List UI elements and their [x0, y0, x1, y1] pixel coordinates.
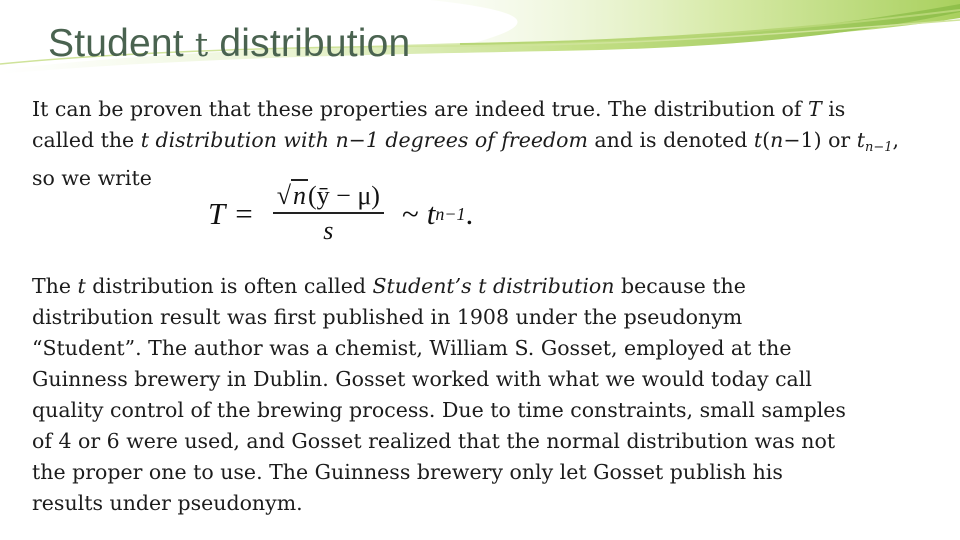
paragraph-history-line-3: “Student”. The author was a chemist, William S. Gosset, employed at the — [32, 336, 792, 360]
paragraph-history-line-6: of 4 or 6 were used, and Gosset realized that the normal distribution was not — [32, 429, 836, 453]
paragraph-history — [32, 271, 937, 519]
paragraph-intro-line-2: called the t distribution with n−1 degrees of freedom and is denoted t(n−1) or $t_{n-1}$, — [32, 128, 900, 155]
formula-fraction — [273, 180, 384, 248]
title-text-part1: Student — [48, 22, 195, 65]
paragraph-intro-line-3: so we write — [32, 166, 152, 190]
slide-title — [48, 22, 410, 66]
paragraph-history-line-5: quality control of the brewing process. Due to time constraints, small samples — [32, 398, 846, 422]
formula-lhs: T — [208, 196, 226, 231]
formula-tilde: ~ — [401, 196, 419, 231]
formula-equals: = — [235, 196, 253, 231]
paragraph-intro-line-1: It can be proven that these properties are indeed true. The distribution of T is — [32, 97, 846, 121]
paragraph-history-line-1: The t distribution is often called Student’s t distribution because the — [32, 274, 746, 298]
t-statistic-formula — [208, 180, 473, 248]
paragraph-history-line-7: the proper one to use. The Guinness brewery only let Gosset publish his — [32, 460, 783, 484]
formula-period: . — [465, 196, 474, 231]
title-text-part2: distribution — [208, 22, 411, 65]
formula-numerator: √n(ȳ − μ) — [276, 181, 380, 210]
paragraph-intro — [32, 94, 937, 194]
sqrt-symbol: √n — [276, 181, 307, 210]
title-t-symbol: t — [194, 25, 209, 64]
paragraph-history-line-8: results under pseudonym. — [32, 491, 303, 515]
formula-rhs-subscript: n−1 — [435, 203, 466, 224]
paragraph-history-line-2: distribution result was first published in 1908 under the pseudonym — [32, 305, 743, 329]
formula-rhs-t: t — [426, 196, 436, 231]
formula-denominator: s — [323, 216, 334, 245]
paragraph-history-line-4: Guinness brewery in Dublin. Gosset worked with what we would today call — [32, 367, 812, 391]
